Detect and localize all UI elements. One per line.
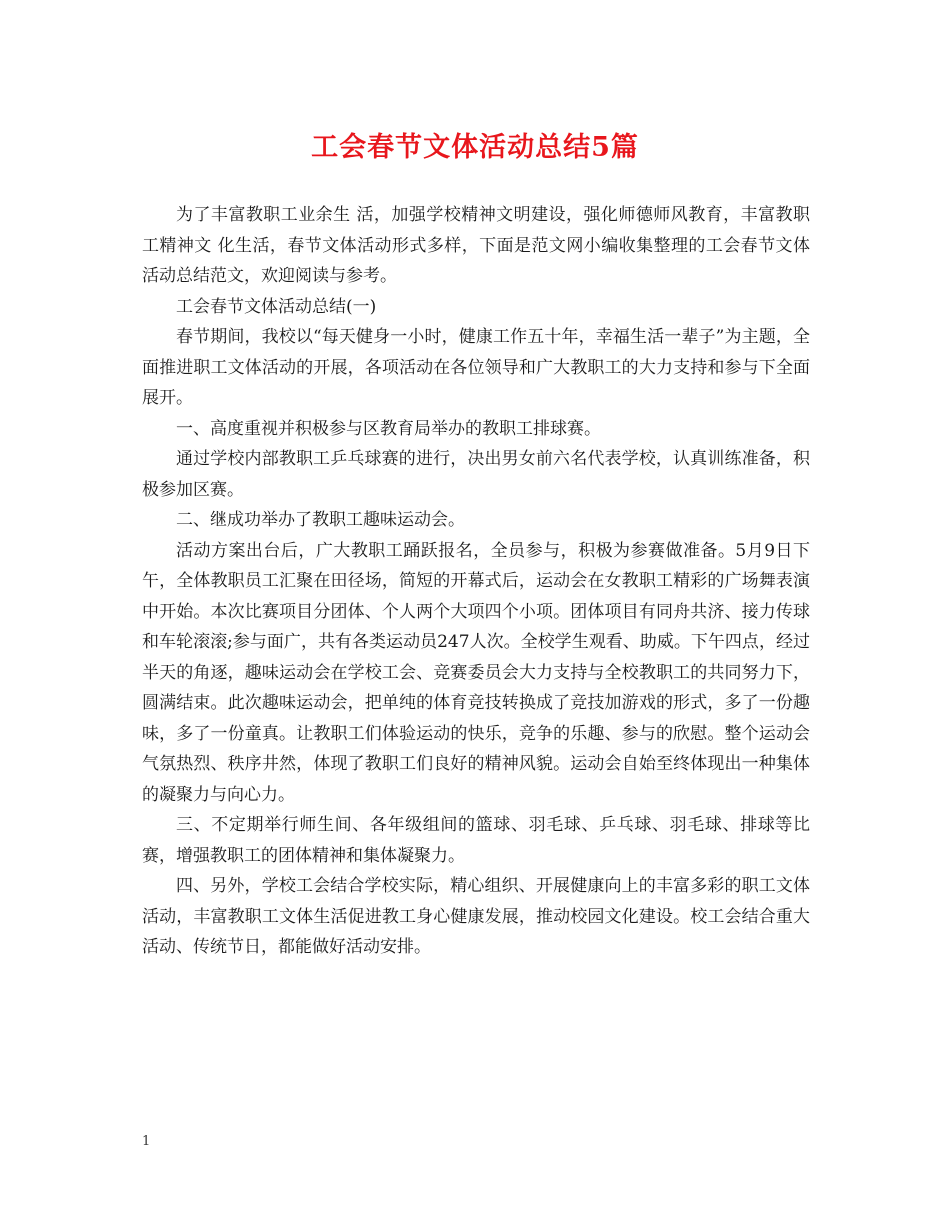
paragraph-overview: 春节期间，我校以“每天健身一小时，健康工作五十年，幸福生活一辈子”为主题，全面推进职工文体活动的开展，各项活动在各位领导和广大教职工的大力支持和参与下全面展开。 <box>142 327 810 408</box>
paragraph-item-4: 四、另外，学校工会结合学校实际，精心组织、开展健康向上的丰富多彩的职工文体活动，丰富教职工文体生活促进教工身心健康发展，推动校园文化建设。校工会结合重大活动、传统节日，都能做好活动安排。 <box>142 876 810 957</box>
page-number: 1 <box>142 1134 151 1149</box>
document-body <box>142 200 810 963</box>
paragraph-section-heading: 工会春节文体活动总结(一) <box>176 296 377 317</box>
paragraph-intro: 为了丰富教职工业余生 活，加强学校精神文明建设，强化师德师风教育，丰富教职工精神文 化生活，春节文体活动形式多样，下面是范文网小编收集整理的工会春节文体活动总结范文，欢迎阅读与参考。 <box>142 205 810 286</box>
page-title: 工会春节文体活动总结5篇 <box>311 132 639 163</box>
paragraph-item-2-detail: 活动方案出台后，广大教职工踊跃报名，全员参与，积极为参赛做准备。5月9日下午，全体教职员工汇聚在田径场，简短的开幕式后，运动会在女教职工精彩的广场舞表演中开始。本次比赛项目分团体、个人两个大项四个小项。团体项目有同舟共济、接力传球和车轮滚滚;参与面广，共有各类运动员247人次。全校学生观看、助威。下午四点，经过半天的角逐，趣味运动会在学校工会、竞赛委员会大力支持与全校教职工的共同努力下，圆满结束。此次趣味运动会，把单纯的体育竞技转换成了竞技加游戏的形式，多了一份趣味，多了一份童真。让教职工们体验运动的快乐，竞争的乐趣、参与的欣慰。整个运动会气氛热烈、秩序井然，体现了教职工们良好的精神风貌。运动会自始至终体现出一种集体的凝聚力与向心力。 <box>142 540 810 805</box>
paragraph-item-2: 二、继成功举办了教职工趣味运动会。 <box>176 510 465 530</box>
paragraph-item-3: 三、不定期举行师生间、各年级组间的篮球、羽毛球、乒乓球、羽毛球、排球等比赛，增强教职工的团体精神和集体凝聚力。 <box>142 815 810 866</box>
paragraph-item-1: 一、高度重视并积极参与区教育局举办的教职工排球赛。 <box>176 418 601 439</box>
paragraph-item-1-detail: 通过学校内部教职工乒乓球赛的进行，决出男女前六名代表学校，认真训练准备，积极参加区赛。 <box>142 449 810 500</box>
